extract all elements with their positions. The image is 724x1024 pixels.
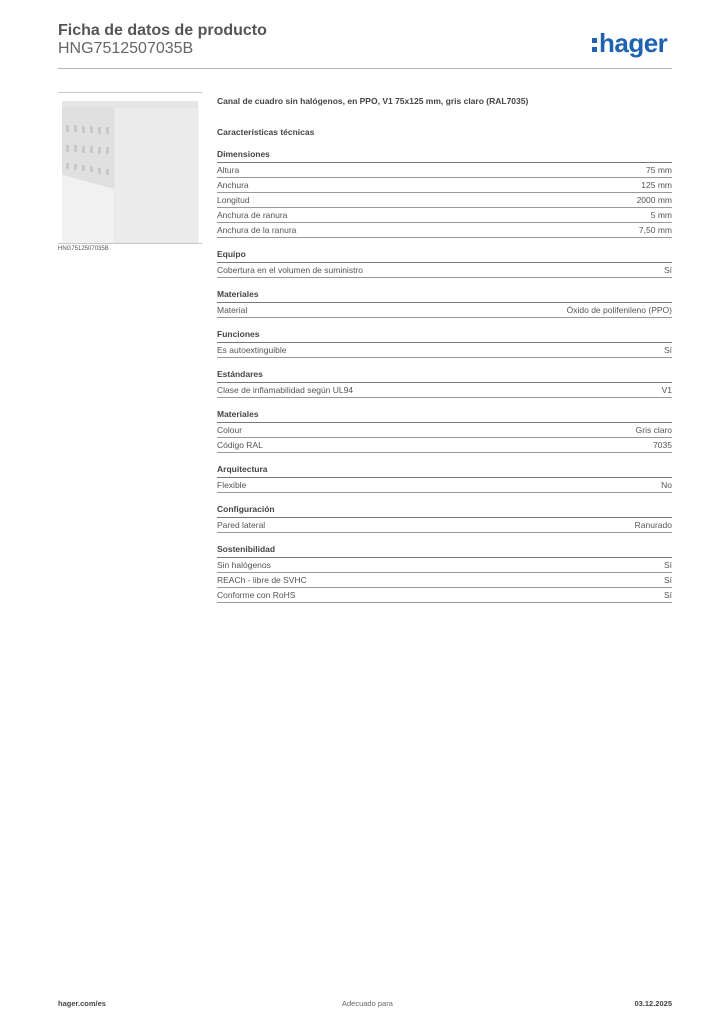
product-image (58, 92, 202, 244)
spec-value: Sí (663, 590, 672, 600)
spec-value: Sí (663, 265, 672, 275)
spec-value: Sí (663, 575, 672, 585)
footer-date: 03.12.2025 (634, 999, 672, 1008)
product-details (217, 96, 672, 603)
spec-row (217, 223, 672, 238)
spec-label: Conforme con RoHS (217, 590, 296, 600)
image-caption: HNG7512507035B (58, 246, 109, 252)
document-header (58, 22, 267, 58)
spec-group-title: Materiales (217, 289, 672, 303)
spec-value: Sí (663, 560, 672, 570)
spec-group-title: Funciones (217, 329, 672, 343)
spec-label: Código RAL (217, 440, 263, 450)
spec-label: REACh - libre de SVHC (217, 575, 307, 585)
logo-colon-mark (592, 36, 598, 54)
spec-label: Altura (217, 165, 240, 175)
document-title: Ficha de datos de producto (58, 22, 267, 39)
spec-value: Gris claro (635, 425, 672, 435)
spec-value: No (661, 480, 672, 490)
spec-value: 7,50 mm (638, 225, 672, 235)
spec-label: Anchura de la ranura (217, 225, 297, 235)
spec-group-title: Arquitectura (217, 464, 672, 478)
spec-value: Ranurado (634, 520, 672, 530)
spec-label: Clase de inflamabilidad según UL94 (217, 385, 354, 395)
spec-label: Longitud (217, 195, 250, 205)
spec-group-title: Dimensiones (217, 149, 672, 163)
spec-value: 125 mm (641, 180, 672, 190)
spec-row (217, 518, 672, 533)
spec-value: V1 (661, 385, 672, 395)
spec-row (217, 423, 672, 438)
spec-value: Sí (663, 345, 672, 355)
spec-row (217, 588, 672, 603)
spec-label: Anchura de ranura (217, 210, 288, 220)
header-divider (58, 68, 672, 69)
footer-website: hager.com/es (58, 999, 106, 1008)
spec-row (217, 343, 672, 358)
spec-label: Sin halógenos (217, 560, 271, 570)
spec-row (217, 193, 672, 208)
spec-value: 75 mm (646, 165, 672, 175)
spec-row (217, 383, 672, 398)
spec-label: Material (217, 305, 248, 315)
spec-row (217, 573, 672, 588)
spec-group-title: Equipo (217, 249, 672, 263)
spec-group-title: Sostenibilidad (217, 544, 672, 558)
spec-label: Colour (217, 425, 243, 435)
spec-label: Pared lateral (217, 520, 266, 530)
logo-text: hager (599, 28, 668, 58)
spec-row (217, 478, 672, 493)
spec-row (217, 178, 672, 193)
spec-group-title: Configuración (217, 504, 672, 518)
spec-row (217, 558, 672, 573)
technical-characteristics-heading: Características técnicas (217, 127, 315, 137)
spec-row (217, 208, 672, 223)
spec-value: Óxido de polifenileno (PPO) (566, 305, 672, 315)
product-description: Canal de cuadro sin halógenos, en PPO, V1 75x125 mm, gris claro (RAL7035) (217, 96, 529, 106)
spec-label: Es autoextinguible (217, 345, 287, 355)
spec-groups (217, 149, 672, 603)
cable-trunking-illustration (58, 93, 202, 243)
hager-logo (592, 28, 667, 59)
spec-label: Flexible (217, 480, 247, 490)
spec-label: Anchura (217, 180, 249, 190)
spec-row (217, 163, 672, 178)
spec-value: 2000 mm (636, 195, 672, 205)
spec-value: 5 mm (650, 210, 672, 220)
spec-group-title: Materiales (217, 409, 672, 423)
spec-row (217, 263, 672, 278)
spec-row (217, 303, 672, 318)
spec-label: Cobertura en el volumen de suministro (217, 265, 363, 275)
footer-suitable-for: Adecuado para (342, 999, 393, 1008)
spec-group-title: Estándares (217, 369, 672, 383)
spec-row (217, 438, 672, 453)
spec-value: 7035 (653, 440, 672, 450)
product-code: HNG7512507035B (58, 40, 194, 57)
